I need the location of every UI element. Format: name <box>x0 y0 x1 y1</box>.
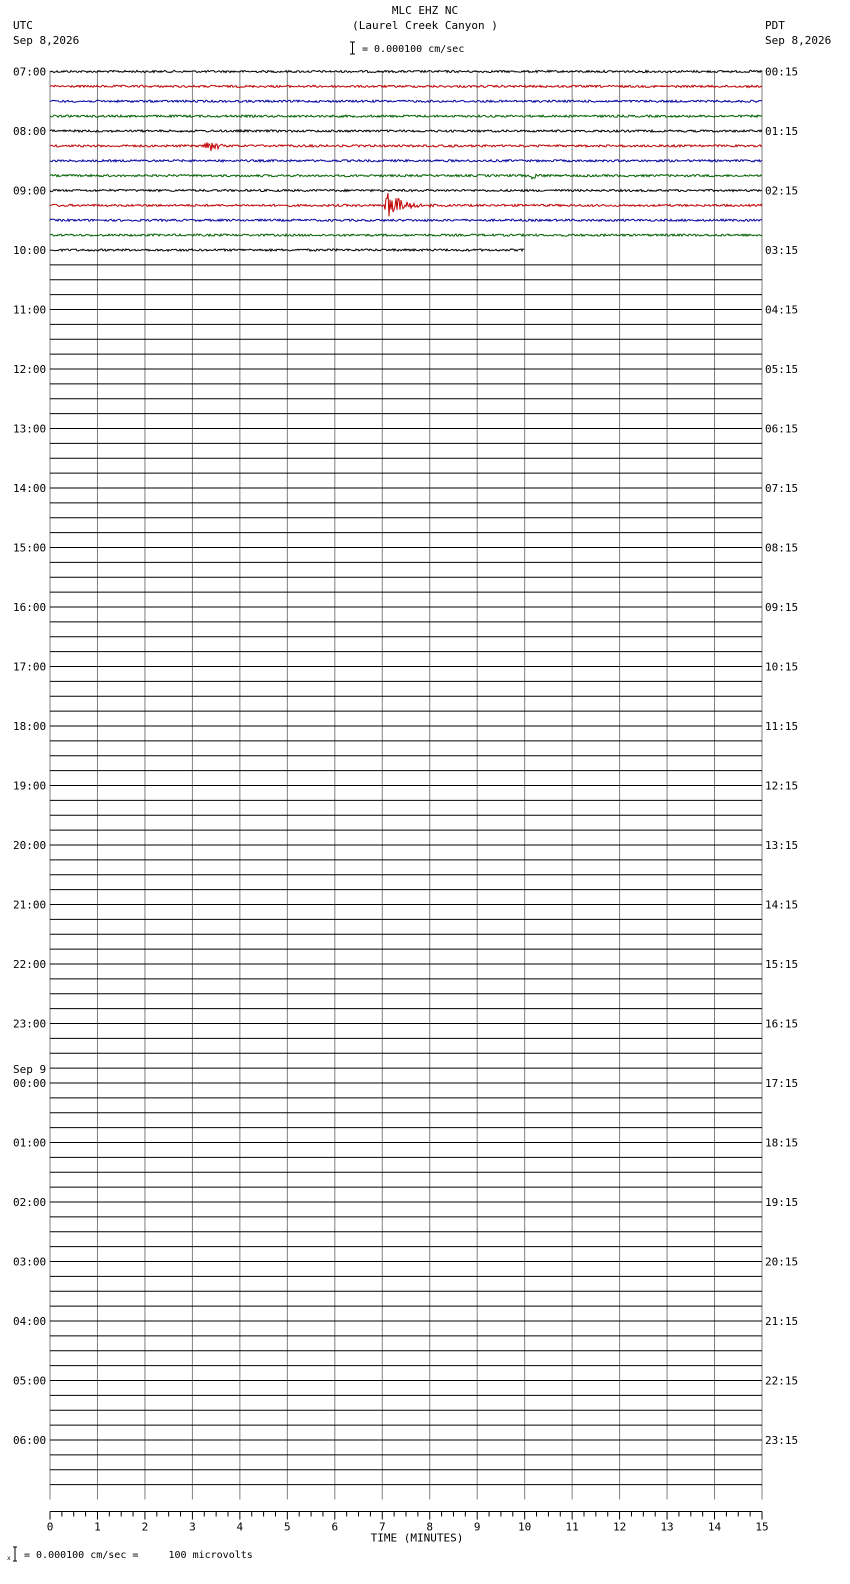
right-hour-label: 04:15 <box>765 303 799 317</box>
right-hour-label: 13:15 <box>765 839 799 852</box>
seismic-trace <box>50 130 762 132</box>
right-hour-label: 23:15 <box>765 1434 799 1447</box>
x-tick-label: 13 <box>660 1520 674 1534</box>
left-hour-label: 05:00 <box>13 1374 47 1388</box>
seismic-trace <box>50 174 762 179</box>
left-hour-label: 09:00 <box>13 184 47 198</box>
seismic-trace <box>50 160 762 162</box>
left-hour-label: 21:00 <box>13 898 47 912</box>
left-hour-label: 16:00 <box>13 601 47 614</box>
right-hour-label: 05:15 <box>765 363 799 376</box>
left-date: Sep 8,2026 <box>13 34 80 47</box>
seismic-trace <box>50 100 762 102</box>
x-tick-label: 8 <box>426 1520 434 1534</box>
seismic-trace <box>50 70 762 72</box>
x-tick-label: 6 <box>331 1520 339 1534</box>
scale-label: = 0.000100 cm/sec <box>362 44 465 55</box>
footer-scale-label: = 0.000100 cm/sec = 100 microvolts <box>24 1550 253 1561</box>
right-hour-label: 17:15 <box>765 1077 799 1090</box>
left-hour-label: 22:00 <box>13 958 47 971</box>
seismic-trace <box>50 189 762 191</box>
svg-text:x: x <box>7 1555 11 1562</box>
right-timezone: PDT <box>765 19 785 32</box>
left-hour-label: 20:00 <box>13 839 47 852</box>
right-hour-label: 11:15 <box>765 720 799 733</box>
right-hour-label: 01:15 <box>765 125 799 138</box>
left-timezone: UTC <box>13 19 33 32</box>
x-tick-label: 7 <box>378 1520 386 1534</box>
right-hour-label: 00:15 <box>765 65 799 79</box>
x-tick-label: 3 <box>189 1520 196 1534</box>
x-tick-label: 12 <box>612 1520 627 1534</box>
left-hour-label: 03:00 <box>13 1255 47 1269</box>
seismic-trace <box>50 193 762 216</box>
right-hour-label: 09:15 <box>765 601 799 614</box>
right-date: Sep 8,2026 <box>765 34 832 47</box>
x-tick-label: 1 <box>94 1520 101 1534</box>
right-hour-label: 06:15 <box>765 422 799 436</box>
left-hour-label: 11:00 <box>13 303 47 317</box>
x-tick-label: 14 <box>707 1520 722 1534</box>
left-hour-label: 02:00 <box>13 1196 47 1209</box>
left-hour-label: 14:00 <box>13 482 47 495</box>
right-hour-label: 15:15 <box>765 958 799 971</box>
x-tick-label: 15 <box>755 1520 769 1534</box>
right-hour-label: 10:15 <box>765 660 799 674</box>
x-tick-label: 11 <box>565 1520 579 1534</box>
date-change-label: Sep 9 <box>13 1063 47 1076</box>
left-hour-label: 12:00 <box>13 363 47 376</box>
x-tick-label: 9 <box>473 1520 481 1534</box>
seismic-trace <box>50 219 762 221</box>
left-hour-label: 18:00 <box>13 720 47 733</box>
left-hour-label: 06:00 <box>13 1434 47 1447</box>
left-hour-label: 07:00 <box>13 65 47 79</box>
x-tick-label: 10 <box>518 1520 532 1534</box>
station-location: (Laurel Creek Canyon ) <box>352 19 498 32</box>
right-hour-label: 12:15 <box>765 779 799 793</box>
right-hour-label: 22:15 <box>765 1374 799 1388</box>
x-axis-title: TIME (MINUTES) <box>370 1531 464 1545</box>
seismic-trace <box>50 85 762 87</box>
station-title: MLC EHZ NC <box>391 4 459 17</box>
right-hour-label: 19:15 <box>765 1196 799 1209</box>
left-hour-label: 04:00 <box>13 1315 47 1328</box>
x-tick-label: 5 <box>284 1520 291 1534</box>
right-hour-label: 03:15 <box>765 244 799 257</box>
x-tick-label: 0 <box>46 1520 54 1534</box>
x-tick-label: 4 <box>236 1520 244 1534</box>
left-hour-label: 23:00 <box>13 1017 47 1031</box>
right-hour-label: 08:15 <box>765 541 799 555</box>
right-hour-label: 16:15 <box>765 1017 799 1031</box>
seismic-trace <box>50 142 762 151</box>
left-hour-label: 10:00 <box>13 244 47 257</box>
footer-scale-bar-icon <box>9 1546 18 1562</box>
left-hour-label: 08:00 <box>13 125 47 138</box>
left-hour-label: 01:00 <box>13 1136 47 1150</box>
right-hour-label: 18:15 <box>765 1136 799 1150</box>
left-hour-label: 17:00 <box>13 660 47 674</box>
seismic-trace <box>50 234 762 236</box>
right-hour-label: 20:15 <box>765 1255 799 1269</box>
seismic-trace <box>50 115 762 117</box>
x-tick-label: 2 <box>141 1520 149 1534</box>
left-hour-label: 00:00 <box>13 1077 47 1090</box>
left-hour-label: 15:00 <box>13 541 47 555</box>
right-hour-label: 07:15 <box>765 482 799 495</box>
left-hour-label: 19:00 <box>13 779 47 793</box>
left-hour-label: 13:00 <box>13 422 47 436</box>
right-hour-label: 21:15 <box>765 1315 799 1328</box>
right-hour-label: 14:15 <box>765 898 799 912</box>
right-hour-label: 02:15 <box>765 184 799 198</box>
